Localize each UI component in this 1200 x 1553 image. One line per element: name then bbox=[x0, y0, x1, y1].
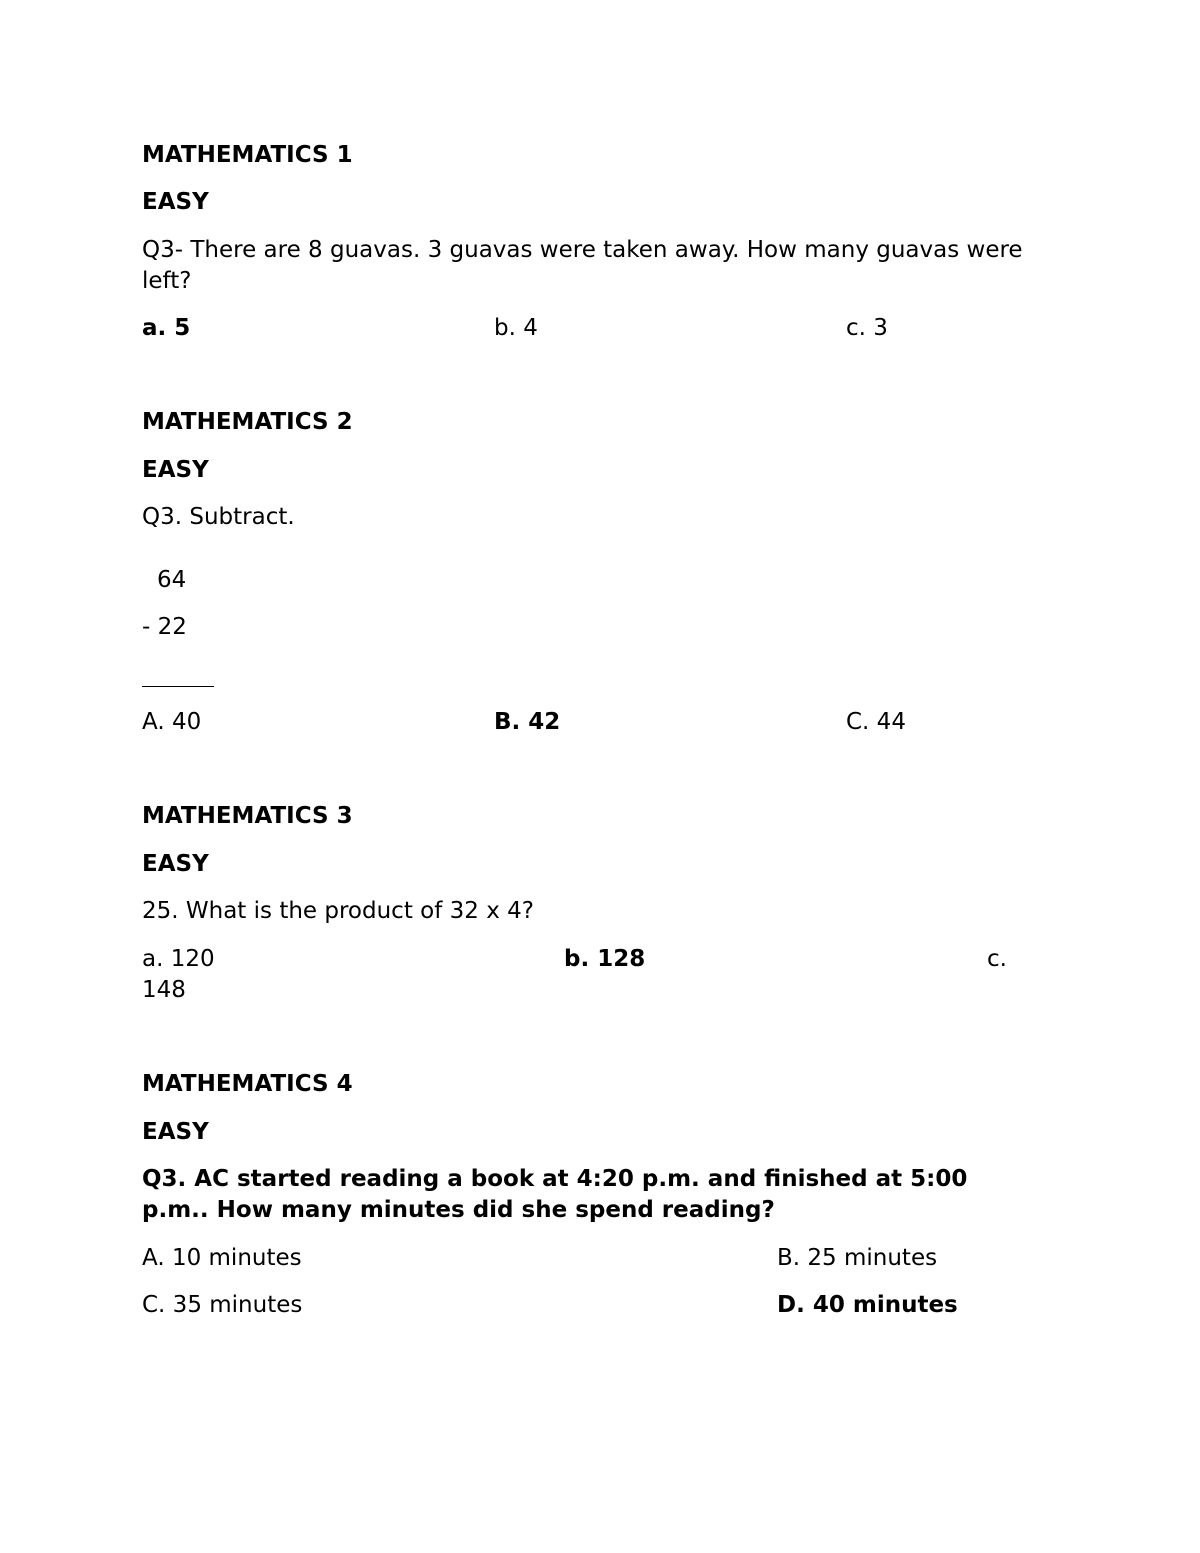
section-3-option-b: b. 128 bbox=[564, 946, 646, 972]
section-3-question: 25. What is the product of 32 x 4? bbox=[142, 898, 534, 924]
subtraction-rule bbox=[142, 686, 214, 687]
section-2-heading: MATHEMATICS 2 bbox=[142, 409, 353, 435]
section-4-option-c: C. 35 minutes bbox=[142, 1292, 303, 1318]
section-1-question: Q3- There are 8 guavas. 3 guavas were taken away. How many guavas were left? bbox=[142, 237, 1023, 294]
section-1-option-c: c. 3 bbox=[846, 315, 888, 341]
section-3-option-c-value: 148 bbox=[142, 977, 186, 1003]
section-1-level: EASY bbox=[142, 189, 209, 215]
section-3-option-c-label: c. bbox=[987, 946, 1007, 972]
section-1-option-a: a. 5 bbox=[142, 315, 191, 341]
section-4-question-line-2: p.m.. How many minutes did she spend reading? bbox=[142, 1197, 775, 1223]
subtraction-minuend: 64 bbox=[157, 567, 187, 593]
section-2-option-c: C. 44 bbox=[846, 709, 906, 735]
section-3-option-a: a. 120 bbox=[142, 946, 215, 972]
section-4-option-b: B. 25 minutes bbox=[777, 1245, 938, 1271]
section-2-question: Q3. Subtract. bbox=[142, 504, 295, 530]
section-4-heading: MATHEMATICS 4 bbox=[142, 1071, 353, 1097]
section-2-level: EASY bbox=[142, 457, 209, 483]
section-4-question-line-1: Q3. AC started reading a book at 4:20 p.m. and finished at 5:00 bbox=[142, 1166, 968, 1192]
section-4-option-d: D. 40 minutes bbox=[777, 1292, 958, 1318]
section-2-option-b: B. 42 bbox=[494, 709, 561, 735]
subtraction-subtrahend: - 22 bbox=[142, 614, 187, 640]
section-1-option-b: b. 4 bbox=[494, 315, 538, 341]
section-1-heading: MATHEMATICS 1 bbox=[142, 142, 353, 168]
section-2-option-a: A. 40 bbox=[142, 709, 202, 735]
section-3-heading: MATHEMATICS 3 bbox=[142, 803, 353, 829]
section-4-level: EASY bbox=[142, 1119, 209, 1145]
section-4-option-a: A. 10 minutes bbox=[142, 1245, 302, 1271]
section-3-level: EASY bbox=[142, 851, 209, 877]
